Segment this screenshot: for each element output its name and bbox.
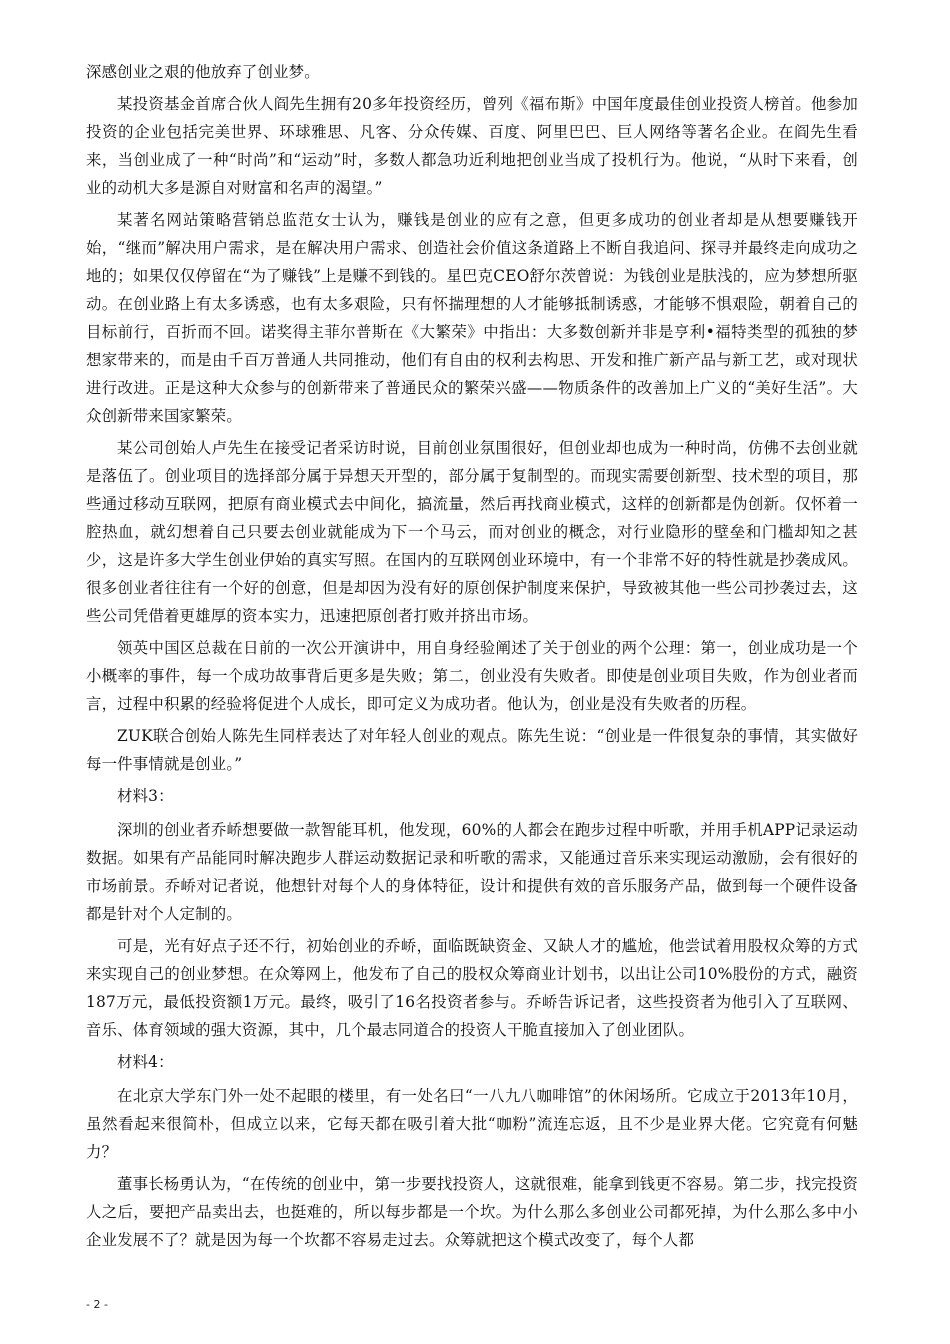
paragraph-yan: 某投资基金首席合伙人阎先生拥有20多年投资经历，曾列《福布斯》中国年度最佳创业投资人榜首。他参加投资的企业包括完美世界、环球雅思、凡客、分众传媒、百度、阿里巴巴、巨人网络等著名企业。在阎先生看来，当创业成了一种“时尚”和“运动”时，多数人都急功近利地把创业当成了投机行为。他说，“从时下来看，创业的动机大多是源自对财富和名声的渴望。” bbox=[86, 95, 858, 197]
paragraph-yang: 董事长杨勇认为，“在传统的创业中，第一步要找投资人，这就很难，能拿到钱更不容易。第二步，找完投资人之后，要把产品卖出去，也挺难的，所以每步都是一个坎。为什么那么多创业公司都死掉，为什么那么多中小企业发展不了？就是因为每一个坎都不容易走过去。众筹就把这个模式改变了，每个人都 bbox=[86, 1175, 858, 1249]
paragraph-fan: 某著名网站策略营销总监范女士认为，赚钱是创业的应有之意，但更多成功的创业者却是从想要赚钱开始，“继而”解决用户需求，是在解决用户需求、创造社会价值这条道路上不断自我追问、探寻并最终走向成功之地的；如果仅仅停留在“为了赚钱”上是赚不到钱的。星巴克CEO舒尔茨曾说：为钱创业是肤浅的，应为梦想所驱动。在创业路上有太多诱惑，也有太多艰险，只有怀揣理想的人才能够抵制诱惑，才能够不惧艰险，朝着自己的目标前行，百折而不回。诺奖得主菲尔普斯在《大繁荣》中指出：大多数创新并非是亨利•福特类型的孤独的梦想家带来的，而是由千百万普通人共同推动，他们有自由的权利去构思、开发和推广新产品与新工艺，或对现状进行改进。正是这种大众参与的创新带来了普通民众的繁荣兴盛——物质条件的改善加上广义的“美好生活”。大众创新带来国家繁荣。 bbox=[86, 211, 858, 425]
paragraph-qiaoqiao: 深圳的创业者乔峤想要做一款智能耳机，他发现，60%的人都会在跑步过程中听歌，并用手机APP记录运动数据。如果有产品能同时解决跑步人群运动数据记录和听歌的需求，又能通过音乐来实现运动激励，会有很好的市场前景。乔峤对记者说，他想针对每个人的身体特征，设计和提供有效的音乐服务产品，做到每一个硬件设备都是针对个人定制的。 bbox=[86, 821, 858, 923]
page-number: - 2 - bbox=[86, 1298, 108, 1311]
paragraph-crowdfunding: 可是，光有好点子还不行，初始创业的乔峤，面临既缺资金、又缺人才的尴尬，他尝试着用股权众筹的方式来实现自己的创业梦想。在众筹网上，他发布了自己的股权众筹商业计划书，以出让公司10%股份的方式，融资187万元，最低投资额1万元。最终，吸引了16名投资者参与。乔峤告诉记者，这些投资者为他引入了互联网、音乐、体育领域的强大资源，其中，几个最志同道合的投资人干脆直接加入了创业团队。 bbox=[86, 937, 858, 1039]
section-heading-material-3: 材料3： bbox=[117, 787, 174, 805]
body-text bbox=[86, 58, 858, 1258]
paragraph-zuk: ZUK联合创始人陈先生同样表达了对年轻人创业的观点。陈先生说：“创业是一件很复杂的事情，其实做好每一件事情就是创业。” bbox=[86, 727, 858, 773]
paragraph-lu: 某公司创始人卢先生在接受记者采访时说，目前创业氛围很好，但创业却也成为一种时尚，仿佛不去创业就是落伍了。创业项目的选择部分属于异想天开型的，部分属于复制型的。而现实需要创新型、技术型的项目，那些通过移动互联网，把原有商业模式去中间化，搞流量，然后再找商业模式，这样的创新都是伪创新。仅怀着一腔热血，就幻想着自己只要去创业就能成为下一个马云，而对创业的概念，对行业隐形的壁垒和门槛却知之甚少，这是许多大学生创业伊始的真实写照。在国内的互联网创业环境中，有一个非常不好的特性就是抄袭成风。很多创业者往往有一个好的创意，但是却因为没有好的原创保护制度来保护，导致被其他一些公司抄袭过去，这些公司凭借着更雄厚的资本实力，迅速把原创者打败并挤出市场。 bbox=[86, 439, 858, 625]
paragraph-linkedin: 领英中国区总裁在日前的一次公开演讲中，用自身经验阐述了关于创业的两个公理：第一，创业成功是一个小概率的事件，每一个成功故事背后更多是失败；第二，创业没有失败者。即使是创业项目失败，作为创业者而言，过程中积累的经验将促进个人成长，即可定义为成功者。他认为，创业是没有失败者的历程。 bbox=[86, 639, 858, 713]
paragraph-cafe: 在北京大学东门外一处不起眼的楼里，有一处名曰“一八九八咖啡馆”的休闲场所。它成立于2013年10月，虽然看起来很简朴，但成立以来，它每天都在吸引着大批“咖粉”流连忘返，且不少是业界大佬。它究竟有何魅力？ bbox=[86, 1087, 858, 1161]
paragraph-continuation: 深感创业之艰的他放弃了创业梦。 bbox=[86, 63, 320, 81]
section-heading-material-4: 材料4： bbox=[117, 1053, 174, 1071]
